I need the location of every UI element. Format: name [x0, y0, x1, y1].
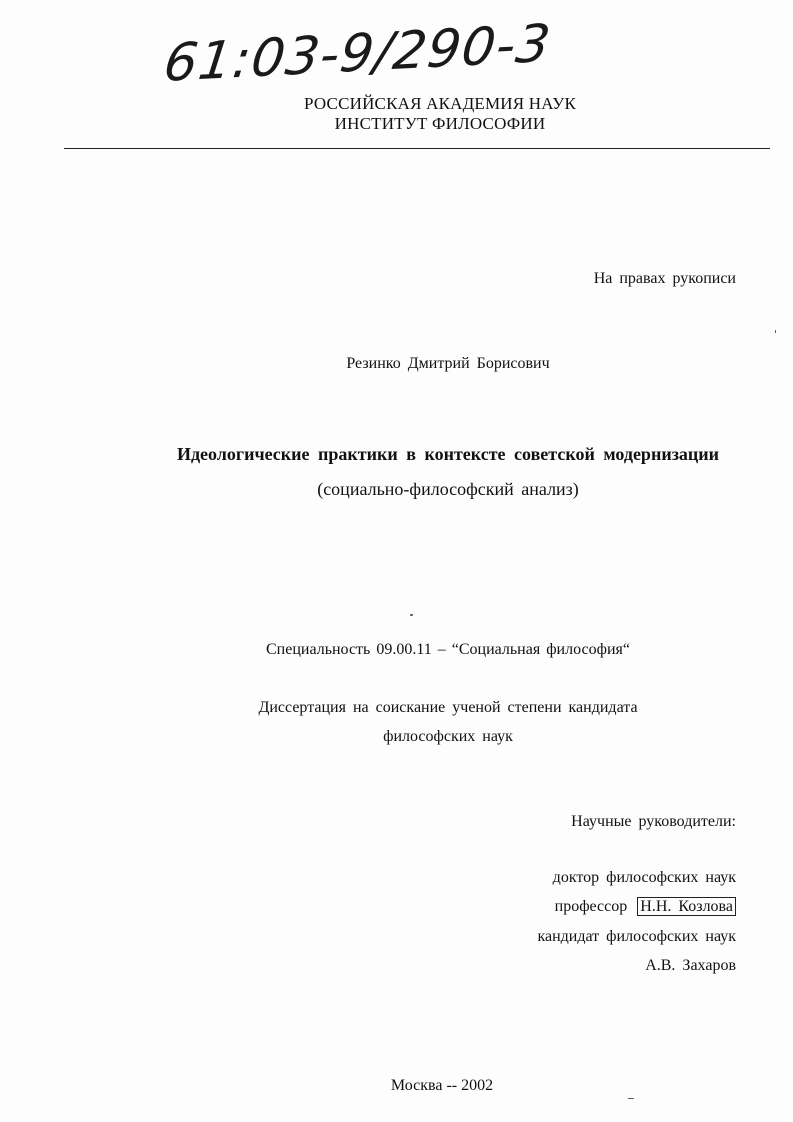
scan-speck [410, 614, 413, 616]
handwritten-archive-code: 61:03-9/290-3 [160, 13, 555, 94]
supervisor-1-line [555, 898, 736, 916]
supervisors-label: Научные руководители: [571, 813, 736, 830]
supervisor-1-name: Н.Н. Козлова [637, 897, 736, 916]
degree-line-2: философских наук [383, 728, 513, 745]
rights-note: На правах рукописи [593, 270, 736, 287]
academy-name: РОССИЙСКАЯ АКАДЕМИЯ НАУК [303, 94, 576, 113]
institute-name: ИНСТИТУТ ФИЛОСОФИИ [334, 114, 546, 133]
dissertation-subtitle: (социально-философский анализ) [317, 479, 579, 499]
supervisor-2-name: А.В. Захаров [645, 957, 736, 974]
dissertation-title: Идеологические практики в контексте советской модернизации [176, 444, 720, 464]
scan-speck [775, 330, 776, 333]
scan-speck [628, 1098, 634, 1099]
supervisor-1-degree: доктор философских наук [552, 869, 736, 886]
degree-line-1: Диссертация на соискание ученой степени кандидата [258, 699, 638, 716]
supervisor-2-degree: кандидат философских наук [537, 928, 736, 945]
supervisor-1-rank: профессор [554, 898, 628, 915]
specialty-line: Специальность 09.00.11 – “Социальная философия“ [266, 641, 630, 658]
city-year: Москва -- 2002 [390, 1077, 494, 1094]
header-divider [64, 148, 770, 149]
author-name: Резинко Дмитрий Борисович [346, 355, 550, 372]
